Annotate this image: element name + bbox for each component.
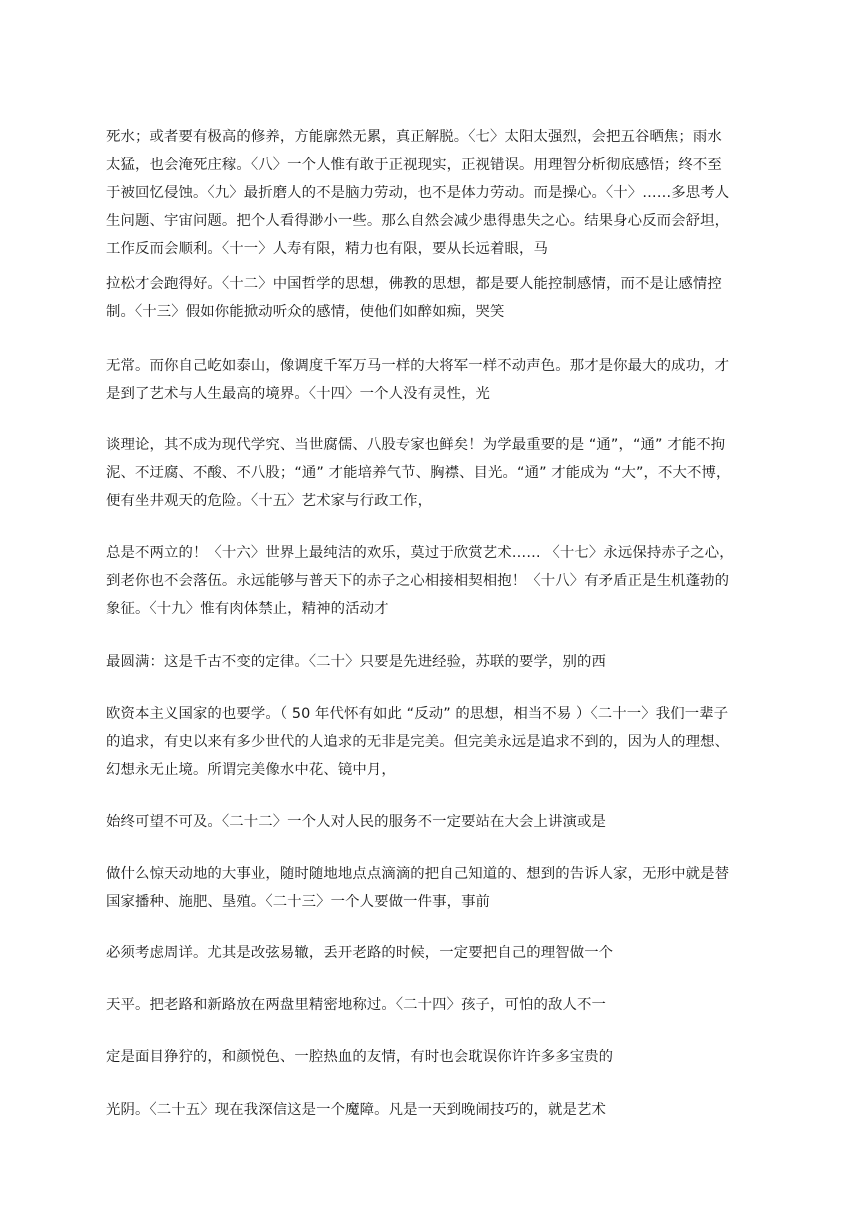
text-line: 的追求，有史以来有多少世代的人追求的无非是完美。但完美永远是追求不到的，因为人的理想、 (106, 734, 730, 750)
text-line: 是到了艺术与人生最高的境界。〈十四〉一个人没有灵性，光 (106, 386, 491, 402)
text-line: 谈理论，其不成为现代学究、当世腐儒、八股专家也鲜矣！为学最重要的是 “通”，“通” 才能不拘 (106, 437, 726, 453)
paragraph-7 (106, 700, 766, 784)
text-line: 太猛，也会淹死庄稼。〈八〉一个人惟有敢于正视现实，正视错误。用理智分析彻底感悟；终不至 (106, 157, 722, 173)
text-line: 最圆满：这是千古不变的定律。〈二十〉只要是先进经验，苏联的要学，别的西 (106, 654, 606, 670)
paragraph-3 (106, 352, 766, 408)
text-line: 拉松才会跑得好。〈十二〉中国哲学的思想，佛教的思想，都是要人能控制感情，而不是让感情控 (106, 276, 722, 292)
text-line: 死水；或者要有极高的修养，方能廓然无累，真正解脱。〈七〉太阳太强烈，会把五谷晒焦；雨水 (106, 129, 722, 145)
text-line: 始终可望不可及。〈二十二〉一个人对人民的服务不一定要站在大会上讲演或是 (106, 814, 606, 830)
paragraph-2 (106, 270, 766, 326)
paragraph-10 (106, 939, 766, 967)
text-line: 制。〈十三〉假如你能掀动听众的感情，使他们如醉如痴，哭笑 (106, 304, 505, 320)
paragraph-4 (106, 431, 766, 515)
text-line: 到老你也不会落伍。永远能够与普天下的赤子之心相接相契相抱！〈十八〉有矛盾正是生机蓬勃的 (106, 573, 730, 589)
paragraph-1 (106, 123, 766, 263)
text-line: 光阴。〈二十五〉现在我深信这是一个魔障。凡是一天到晚闹技巧的，就是艺术 (106, 1102, 606, 1118)
paragraph-5 (106, 539, 766, 623)
text-line: 工作反而会顺利。〈十一〉人寿有限，精力也有限，要从长远着眼，马 (106, 241, 549, 257)
text-line: 幻想永无止境。所谓完美像水中花、镜中月， (106, 762, 396, 778)
paragraph-6 (106, 648, 766, 676)
text-line: 欧资本主义国家的也要学。（ 50 年代怀有如此 “反动” 的思想，相当不易 ）〈二十一〉我们一辈子 (106, 706, 729, 722)
paragraph-12 (106, 1043, 766, 1071)
text-line: 泥、不迂腐、不酸、不八股；“通” 才能培养气节、胸襟、目光。“通” 才能成为 “大”，不大不博， (106, 465, 731, 481)
text-line: 定是面目狰狞的，和颜悦色、一腔热血的友情，有时也会耽误你许许多多宝贵的 (106, 1049, 614, 1065)
text-line: 总是不两立的！〈十六〉世界上最纯洁的欢乐，莫过于欣赏艺术…… 〈十七〉永远保持赤子之心， (106, 545, 734, 561)
text-line: 做什么惊天动地的大事业，随时随地地点点滴滴的把自己知道的、想到的告诉人家，无形中就是替 (106, 866, 730, 882)
paragraph-11 (106, 991, 766, 1019)
paragraph-13 (106, 1096, 766, 1124)
text-line: 国家播种、施肥、垦殖。〈二十三〉一个人要做一件事，事前 (106, 894, 491, 910)
text-line: 象征。〈十九〉惟有肉体禁止，精神的活动才 (106, 601, 389, 617)
text-line: 天平。把老路和新路放在两盘里精密地称过。〈二十四〉孩子，可怕的敌人不一 (106, 997, 606, 1013)
text-line: 便有坐井观天的危险。〈十五〉艺术家与行政工作， (106, 493, 433, 509)
paragraph-9 (106, 860, 766, 916)
paragraph-8 (106, 808, 766, 836)
text-line: 于被回忆侵蚀。〈九〉最折磨人的不是脑力劳动，也不是体力劳动。而是操心。〈十〉……多思考人 (106, 185, 730, 201)
text-line: 无常。而你自己屹如泰山，像调度千军万马一样的大将军一样不动声色。那才是你最大的成功，才 (106, 358, 730, 374)
text-line: 必须考虑周详。尤其是改弦易辙，丢开老路的时候，一定要把自己的理智做一个 (106, 945, 614, 961)
text-line: 生问题、宇宙问题。把个人看得渺小一些。那么自然会减少患得患失之心。结果身心反而会舒坦， (106, 213, 730, 229)
